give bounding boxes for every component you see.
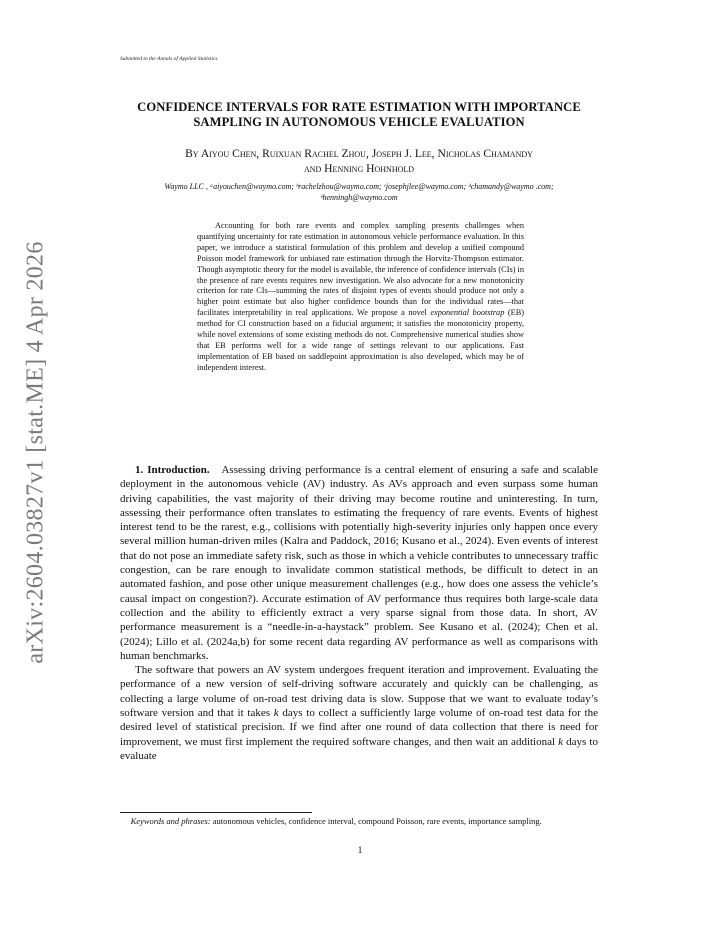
variable-k-2: k (558, 735, 564, 748)
affiliation-line-2: ᵉhenningh@waymo.com (320, 193, 398, 202)
page-number: 1 (357, 846, 363, 856)
abstract-text-1: Accounting for both rare events and complex sampling presents challenges when quantifying uncertainty for rate estimation in autonomous vehicle performance evaluation. In this paper, we introduce a statistical formulation of this problem and develop a unified compound Poisson model framework for unbiased rate estimation through the Horvitz-Thompson estimator. Though asymptotic theory for the model is available, the inference of confidence intervals (CIs) in the presence of rare events requires new investigation. We also advocate for a new monotonicity criterion for rate CIs—summing the rates of disjoint types of events should produce not only a higher point estimate but also higher confidence bounds than for the individual rates—that facilitates interpretability in real applications. We propose a novel (197, 221, 524, 318)
arxiv-identifier-margin (4, 240, 68, 664)
abstract-text-2: (EB) method for CI construction based on a fiducial argument; it satisfies the monotonicity property, while novel extensions of some existing methods do not. Comprehensive numerical studies show that EB performs well for a wide range of settings relevant to our applications. Fast implementation of EB based on saddlepoint approximation is also developed, which may be of independent interest. (197, 308, 525, 372)
intro-paragraph-2 (120, 663, 598, 763)
affiliation-line-1: Waymo LLC , ᵃaiyouchen@waymo.com; ᵇrachelzhou@waymo.com; ᶜjosephjlee@waymo.com; ᵈchamandy@waymo .com; (164, 182, 554, 191)
variable-k: k (273, 707, 279, 720)
abstract (197, 221, 524, 374)
title-line-2: SAMPLING IN AUTONOMOUS VEHICLE EVALUATION (193, 115, 525, 129)
introduction-section (120, 463, 598, 763)
keywords-label: Keywords and phrases: (130, 816, 211, 826)
running-header: Submitted to the Annals of Applied Statistics (120, 56, 218, 62)
intro-paragraph-2-text-b: days to collect a sufficiently large volume of on-road test data for the desired level of statistical precision. If we find after one round of data collection that there is need for improvement, we must first implement the required software changes, and then wait an additional (120, 707, 598, 748)
keywords-text: autonomous vehicles, confidence interval, compound Poisson, rare events, importance sampling. (210, 816, 542, 826)
title-line-1: CONFIDENCE INTERVALS FOR RATE ESTIMATION WITH IMPORTANCE (137, 100, 581, 114)
arxiv-identifier: arXiv:2604.03827v1 [stat.ME] 4 Apr 2026 (22, 240, 49, 664)
intro-paragraph-1-text: Assessing driving performance is a central element of ensuring a safe and scalable deployment in the autonomous vehicle (AV) industry. As AVs approach and even surpass some human driving capabilities, the vast majority of their driving may become routine and uninteresting. In turn, assessing their performance often translates to estimating the frequency of rare events. Events of highest interest tend to be the rarest, e.g., collisions with potentially high-severity injuries only happen once every several million human-driven miles (Kalra and Paddock, 2016; Kusano et al., 2024). Even events of interest that do not pose an immediate safety risk, such as those in which a vehicle contributes to unnecessary traffic congestion, can be rare enough to invalidate common statistical methods, be difficult to detect in an automated fashion, and pose other unique measurement challenges (e.g., how does one assess the vehicle’s causal impact on congestion?). Accurate estimation of AV performance thus requires both large-scale data collection and the ability to efficiently extract a very sparse signal from those data. In short, AV performance measurement is a “needle-in-a-haystack” problem. See Kusano et al. (2024); Chen et al. (2024); Lillo et al. (2024a,b) for some recent data regarding AV performance as well as comparisons with human benchmarks. (120, 464, 598, 662)
authors-line-1: By Aiyou Chen, Ruixuan Rachel Zhou, Joseph J. Lee, Nicholas Chamandy (185, 147, 533, 160)
intro-paragraph-2-text-a: The software that powers an AV system undergoes frequent iteration and improvement. Evaluating the performance of a new version of self-driving software accurately and quickly can be challenging, as collecting a large volume of on-road test driving data is slow. Suppose that we want to evaluate today’s software version and that it takes (120, 664, 598, 720)
keywords-footnote (120, 816, 598, 827)
paper-title (118, 100, 600, 130)
intro-paragraph-2-text-c: days to evaluate (120, 735, 598, 762)
abstract-emphasis: exponential bootstrap (430, 308, 505, 318)
section-heading: 1. Introduction. (135, 464, 210, 476)
affiliations (118, 181, 600, 203)
intro-paragraph-1 (120, 463, 598, 663)
footnote-rule (120, 812, 312, 813)
authors-line-2: and Henning Hohnhold (303, 162, 415, 175)
author-list (118, 146, 600, 176)
